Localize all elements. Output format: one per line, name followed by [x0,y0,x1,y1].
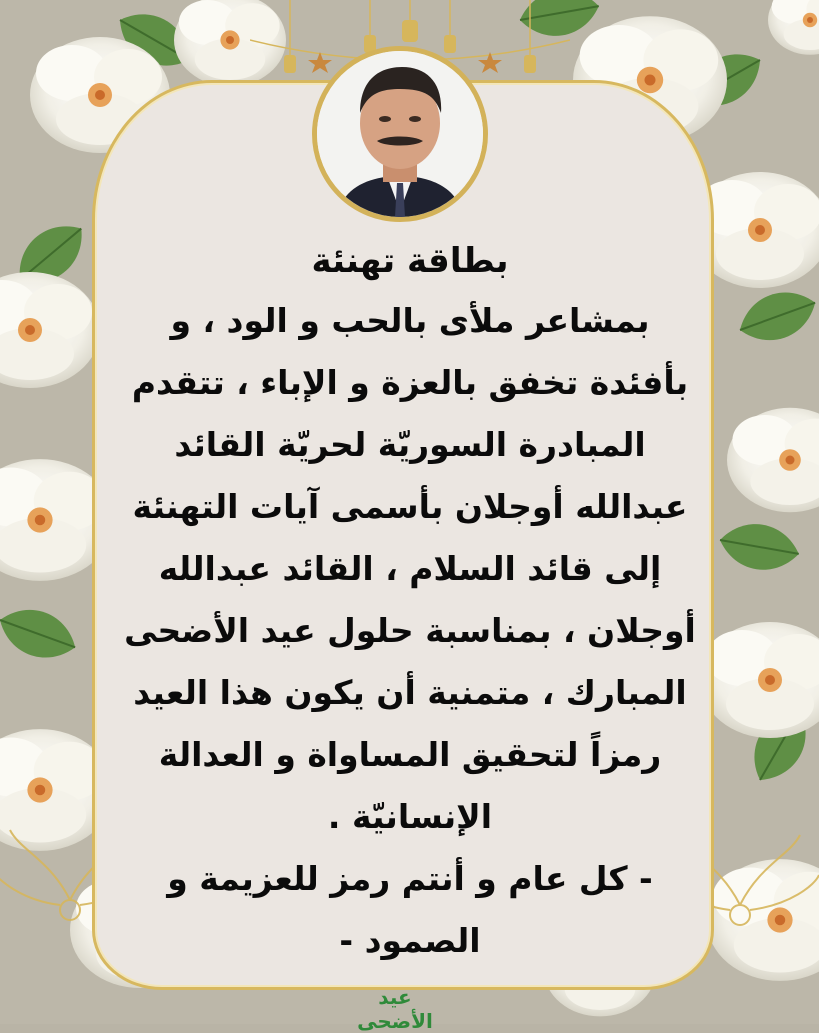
text-line-7: المبارك ، متمنية أن يكون هذا العيد [133,673,687,712]
portrait-icon [317,51,483,217]
text-line-4: عبدالله أوجلان بأسمى آيات التهنئة [132,487,688,526]
text-line-8: رمزاً لتحقيق المساواة و العدالة [158,735,662,774]
text-line-1: بمشاعر ملأى بالحب و الود ، و [170,301,650,340]
text-line-3: المبادرة السوريّة لحريّة القائد [174,425,646,464]
text-line-10: - كل عام و أنتم رمز للعزيمة و [167,859,653,898]
greeting-text [110,232,710,972]
leader-portrait [312,46,488,222]
text-line-2: بأفئدة تخفق بالعزة و الإباء ، تتقدم [131,363,689,402]
text-line-11: الصمود - [339,921,481,960]
text-line-6: أوجلان ، بمناسبة حلول عيد الأضحى [124,611,696,650]
text-line-5: إلى قائد السلام ، القائد عبدالله [158,549,662,588]
text-line-9: الإنسانيّة . [327,797,493,836]
card-title: بطاقة تهنئة [311,241,509,281]
eid-logo: عيد الأضحى [357,985,433,1033]
